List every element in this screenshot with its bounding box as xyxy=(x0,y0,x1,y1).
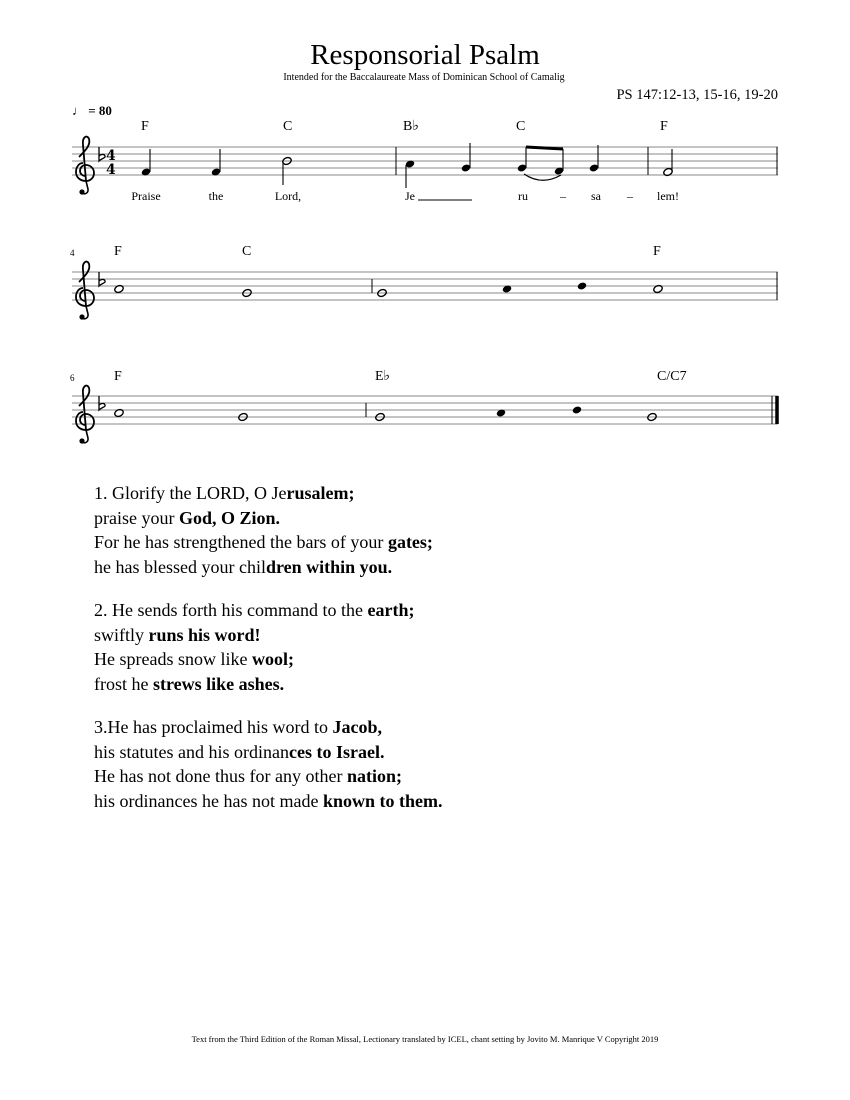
verse-line xyxy=(94,647,442,672)
lyric-syllable: – xyxy=(560,189,566,203)
treble-clef-icon xyxy=(76,262,94,320)
verse-text-bold: ces to Israel. xyxy=(288,741,385,762)
measure-number: 4 xyxy=(70,248,75,258)
treble-clef-icon xyxy=(76,137,94,195)
chord-symbol: F xyxy=(114,369,122,384)
page-title: Responsorial Psalm xyxy=(310,39,540,71)
verse-line xyxy=(94,764,442,789)
verse-line xyxy=(94,506,442,531)
lyric-syllable: ru xyxy=(518,189,528,203)
verse-text-bold: earth; xyxy=(367,600,415,620)
lyric-syllable: Lord, xyxy=(274,189,302,203)
chord-symbol: C/C7 xyxy=(657,369,687,384)
verse-text: 2. He sends forth his command to the xyxy=(94,600,368,620)
staff-system-2 xyxy=(72,262,778,320)
tempo-marking: ♩ = 80 xyxy=(72,103,112,118)
lyric-syllable: Praise xyxy=(131,189,161,203)
verse-line xyxy=(94,623,442,648)
verse-line xyxy=(94,598,442,623)
verse-text: his ordinances he has not made xyxy=(94,790,323,811)
lyric-syllable: Je xyxy=(405,189,415,203)
verse-text-bold: nation; xyxy=(346,766,402,786)
chord-symbol: E♭ xyxy=(375,369,391,384)
music-score xyxy=(0,0,850,460)
verse-text-bold: God, O Zion. xyxy=(178,507,281,528)
verse-2 xyxy=(94,598,442,696)
time-signature xyxy=(106,148,116,178)
verse-line xyxy=(94,789,442,814)
verse-text-bold: strews like ashes. xyxy=(152,673,285,694)
verse-line xyxy=(94,740,442,765)
chord-symbol: F xyxy=(141,119,149,134)
chord-symbol: B♭ xyxy=(403,119,419,134)
treble-clef-icon xyxy=(76,386,94,444)
verse-text: swiftly xyxy=(94,624,149,645)
verse-text: He spreads snow like xyxy=(94,649,252,669)
verse-text-bold: Jacob, xyxy=(332,717,382,737)
footer-credits: Text from the Third Edition of the Roman Missal, Lectionary translated by ICEL, chant setting by Jovito M. Manrique V Copyright 2019 xyxy=(191,1034,659,1044)
lyric-syllable: the xyxy=(208,189,224,203)
verse-text-bold: gates; xyxy=(387,532,433,552)
psalm-verses xyxy=(94,481,442,832)
lyric-syllable: – xyxy=(627,189,633,203)
verse-1 xyxy=(94,481,442,579)
chord-symbol: C xyxy=(516,119,526,134)
chord-symbol: F xyxy=(114,244,122,259)
chord-symbol: C xyxy=(283,119,293,134)
verse-line xyxy=(94,481,442,506)
verse-text: 3.He has proclaimed his word to xyxy=(94,717,333,737)
verse-text-bold: wool; xyxy=(251,649,294,669)
lyric-syllable: lem! xyxy=(657,189,679,203)
verse-line xyxy=(94,715,442,740)
chord-symbol: F xyxy=(653,244,661,259)
verse-line xyxy=(94,555,442,580)
verse-text: frost he xyxy=(94,673,153,694)
verse-text-bold: known to them. xyxy=(322,790,443,811)
verse-line xyxy=(94,530,442,555)
verse-text-bold: rusalem; xyxy=(286,483,355,503)
verse-text: He has not done thus for any other xyxy=(94,766,347,786)
psalm-reference: PS 147:12-13, 15-16, 19-20 xyxy=(616,87,778,103)
verse-text: his statutes and his ordinan xyxy=(94,741,289,762)
verse-text: praise your xyxy=(94,507,179,528)
staff-system-3 xyxy=(72,386,778,444)
chord-symbol: F xyxy=(660,119,668,134)
verse-3 xyxy=(94,715,442,813)
verse-text: 1. Glorify the LORD, O Je xyxy=(94,483,287,503)
subtitle-text: Intended for the Baccalaureate Mass of Dominican School of Camalig xyxy=(283,72,565,83)
verse-text: he has blessed your chil xyxy=(94,556,266,577)
verse-line xyxy=(94,672,442,697)
svg-text:4: 4 xyxy=(106,162,116,178)
verse-text: For he has strengthened the bars of your xyxy=(94,532,388,552)
staff-system-1 xyxy=(72,137,778,200)
verse-text-bold: dren within you. xyxy=(265,556,393,577)
verse-text-bold: runs his word! xyxy=(148,624,261,645)
measure-number: 6 xyxy=(70,373,75,383)
svg-text:4: 4 xyxy=(106,148,116,164)
lyric-syllable: sa xyxy=(591,189,601,203)
chord-symbol: C xyxy=(242,244,252,259)
